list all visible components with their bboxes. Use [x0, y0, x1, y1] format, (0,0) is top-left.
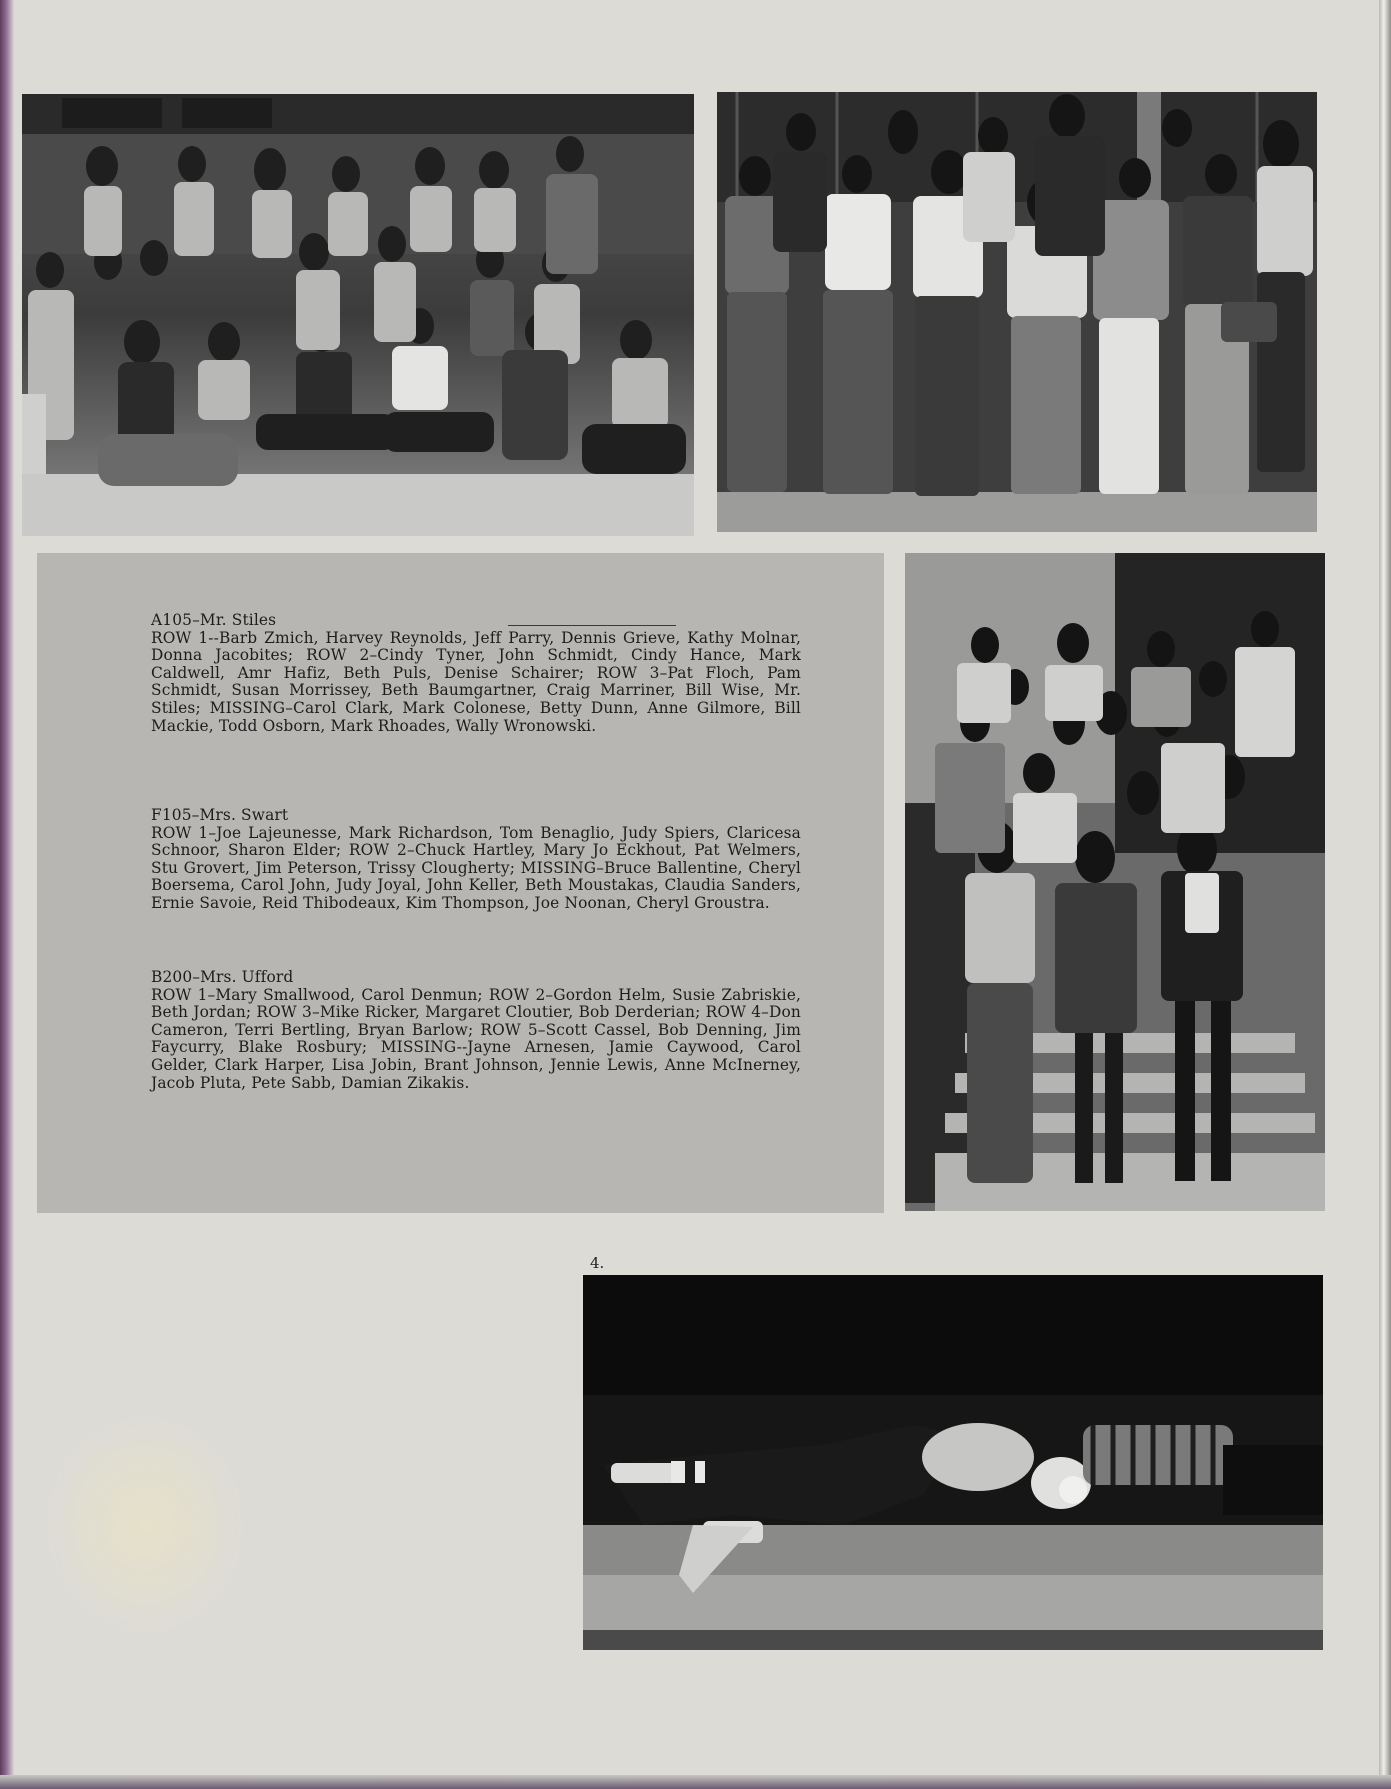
page-edge-right [1379, 0, 1391, 1789]
caption-f105 [151, 807, 801, 913]
wrestling-photo-icon [583, 1275, 1323, 1650]
light-glare [40, 1410, 250, 1640]
caption-body: ROW 1–Joe Lajeunesse, Mark Richardson, Tom Benaglio, Judy Spiers, Claricesa Schnoor, Sharon Elder; ROW 2–Chuck Hartley, Mary Jo Eckhout, Pat Welmers, Stu Grovert, Jim Peterson, Trissy Clougherty; MISSING–Bruce Ballentine, Cheryl Boersema, Carol John, Judy Joyal, John Keller, Beth Moustakas, Claudia Sanders, Ernie Savoie, Reid Thibodeaux, Kim Thompson, Joe Noonan, Cheryl Groustra. [151, 823, 801, 912]
caption-heading: B200–Mrs. Ufford [151, 968, 294, 986]
group-photo-b200 [905, 553, 1325, 1211]
caption-a105 [151, 612, 801, 735]
group-photo-icon [717, 92, 1317, 532]
group-photo-icon [22, 94, 694, 536]
wrestling-photo [583, 1275, 1323, 1650]
caption-heading: A105–Mr. Stiles [151, 611, 277, 629]
group-photo-a105 [22, 94, 694, 536]
group-photo-icon [905, 553, 1325, 1211]
group-photo-f105 [717, 92, 1317, 532]
caption-body: ROW 1–Mary Smallwood, Carol Denmun; ROW 2–Gordon Helm, Susie Zabriskie, Beth Jordan; ROW 3–Mike Ricker, Margaret Cloutier, Bob Derderian; ROW 4–Don Cameron, Terri Bertling, Bryan Barlow; ROW 5–Scott Cassel, Bob Denning, Jim Faycurry, Blake Rosbury; MISSING--Jayne Arnesen, Jamie Caywood, Carol Gelder, Clark Harper, Lisa Jobin, Brant Johnson, Jennie Lewis, Anne McInerney, Jacob Pluta, Pete Sabb, Damian Zikakis. [151, 985, 801, 1092]
caption-b200 [151, 969, 801, 1092]
page-edge-bottom [0, 1775, 1391, 1789]
caption-body: ROW 1--Barb Zmich, Harvey Reynolds, Jeff Parry, Dennis Grieve, Kathy Molnar, Donna Jacobites; ROW 2–Cindy Tyner, John Schmidt, Cindy Hance, Mark Caldwell, Amr Hafiz, Beth Puls, Denise Schairer; ROW 3–Pat Floch, Pam Schmidt, Susan Morrissey, Beth Baumgartner, Craig Marriner, Bill Wise, Mr. Stiles; MISSING–Carol Clark, Mark Colonese, Betty Dunn, Anne Gilmore, Bill Mackie, Todd Osborn, Mark Rhoades, Wally Wronowski. [151, 628, 801, 735]
caption-heading: F105–Mrs. Swart [151, 806, 289, 824]
page-number: 4. [590, 1254, 605, 1272]
